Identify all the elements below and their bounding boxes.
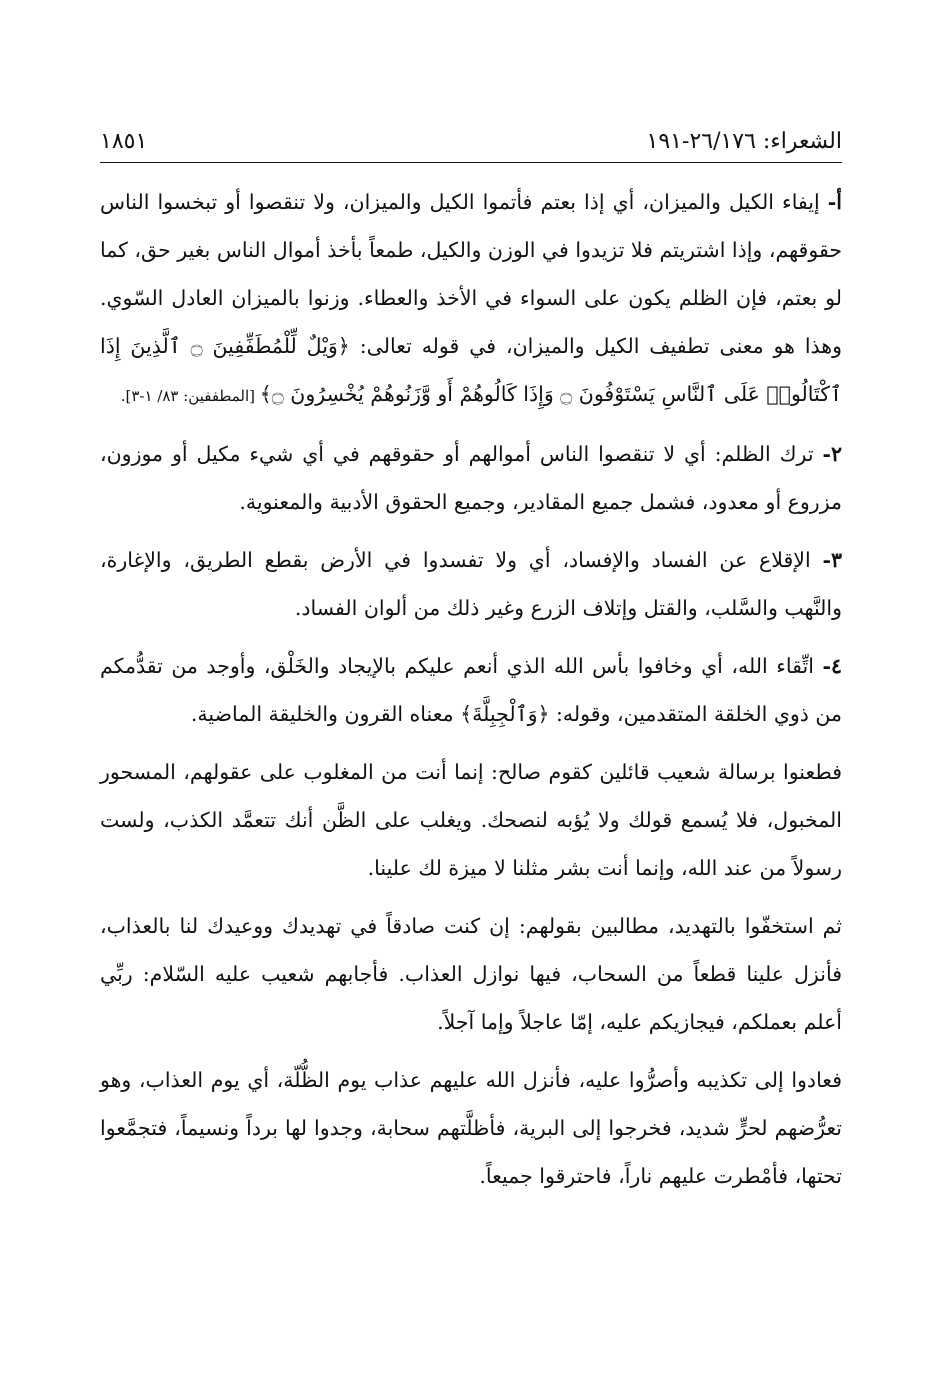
paragraph-6 (100, 902, 842, 1046)
page-number: ١٨٥١ (100, 129, 148, 154)
paragraph-text: إيفاء الكيل والميزان، أي إذا بعتم فأتموا الكيل والميزان، ولا تنقصوا أو تبخسوا الناس حقوقهم، وإذا اشتريتم فلا تزيدوا في الوزن والكيل، طمعاً بأخذ أموال الناس بغير حق، كما لو بعتم، فإن الظلم يكون على السواء في الأخذ والعطاء. وزنوا بالميزان العادل السّوي. وهذا هو معنى تطفيف الكيل والميزان، في قوله تعالى: (100, 190, 842, 358)
paragraph-text: فطعنوا برسالة شعيب قائلين كقوم صالح: إنما أنت من المغلوب على عقولهم، المسحور المخبول، فلا يُسمع قولك ولا يُؤبه لنصحك. ويغلب على الظَّن أنك تتعمَّد الكذب، ولست رسولاً من عند الله، وإنما أنت بشر مثلنا لا ميزة لك علينا. (100, 760, 842, 880)
paragraph-text: ثم استخفّوا بالتهديد، مطالبين بقولهم: إن كنت صادقاً في تهديدك ووعيدك لنا بالعذاب، فأنزل علينا قطعاً من السحاب، فيها نوازل العذاب. فأجابهم شعيب عليه السّلام: ربِّي أعلم بعملكم، فيجازيكم عليه، إمّا عاجلاً وإما آجلاً. (100, 914, 842, 1034)
item-number: ٢- (822, 442, 842, 466)
paragraph-3 (100, 536, 842, 632)
paragraph-1 (100, 178, 842, 420)
quran-verse: ﴿وَيْلٌ لِّلْمُطَفِّفِينَ ۝ ٱلَّذِينَ إِذَا ٱكْتَالُوا۟ عَلَى ٱلنَّاسِ يَسْتَوْفُونَ ۝ وَإِذَا كَالُوهُمْ أَو وَّزَنُوهُمْ يُخْسِرُونَ ۝﴾ (100, 334, 842, 406)
page-body (100, 178, 842, 1210)
header-divider (100, 162, 842, 163)
paragraph-text: اتِّقاء الله، أي وخافوا بأس الله الذي أنعم عليكم بالإيجاد والخَلْق، وأوجد من تقدُّمكم من ذوي الخلقة المتقدمين، وقوله: (100, 654, 842, 726)
item-number: ٤- (822, 654, 842, 678)
quran-verse: ﴿وَٱلْجِبِلَّةَ﴾ (460, 702, 550, 726)
paragraph-7 (100, 1056, 842, 1200)
item-number: ٣- (822, 548, 842, 572)
paragraph-text: ترك الظلم: أي لا تنقصوا الناس أموالهم أو حقوقهم في أي شيء مكيل أو موزون، مزروع أو معدود، فشمل جميع المقادير، وجميع الحقوق الأدبية والمعنوية. (100, 442, 842, 514)
paragraph-tail: معناه القرون والخليقة الماضية. (190, 702, 461, 726)
paragraph-4 (100, 642, 842, 738)
item-number: أ- (827, 190, 842, 214)
paragraph-5 (100, 748, 842, 892)
page-header (100, 118, 842, 154)
paragraph-2 (100, 430, 842, 526)
running-title: الشعراء: ٢٦/١٧٦-١٩١ (646, 129, 842, 154)
verse-reference: [المطففين: ٨٣/ ١-٣]. (120, 387, 260, 405)
paragraph-text: فعادوا إلى تكذيبه وأصرُّوا عليه، فأنزل الله عليهم عذاب يوم الظُّلّة، أي يوم العذاب، وهو تعرُّضهم لحرٍّ شديد، فخرجوا إلى البرية، فأظلَّتهم سحابة، وجدوا لها برداً ونسيماً، فتجمَّعوا تحتها، فأمْطرت عليهم ناراً، فاحترقوا جميعاً. (100, 1068, 842, 1188)
paragraph-text: الإقلاع عن الفساد والإفساد، أي ولا تفسدوا في الأرض بقطع الطريق، والإغارة، والنَّهب والسَّلب، والقتل وإتلاف الزرع وغير ذلك من ألوان الفساد. (100, 548, 842, 620)
